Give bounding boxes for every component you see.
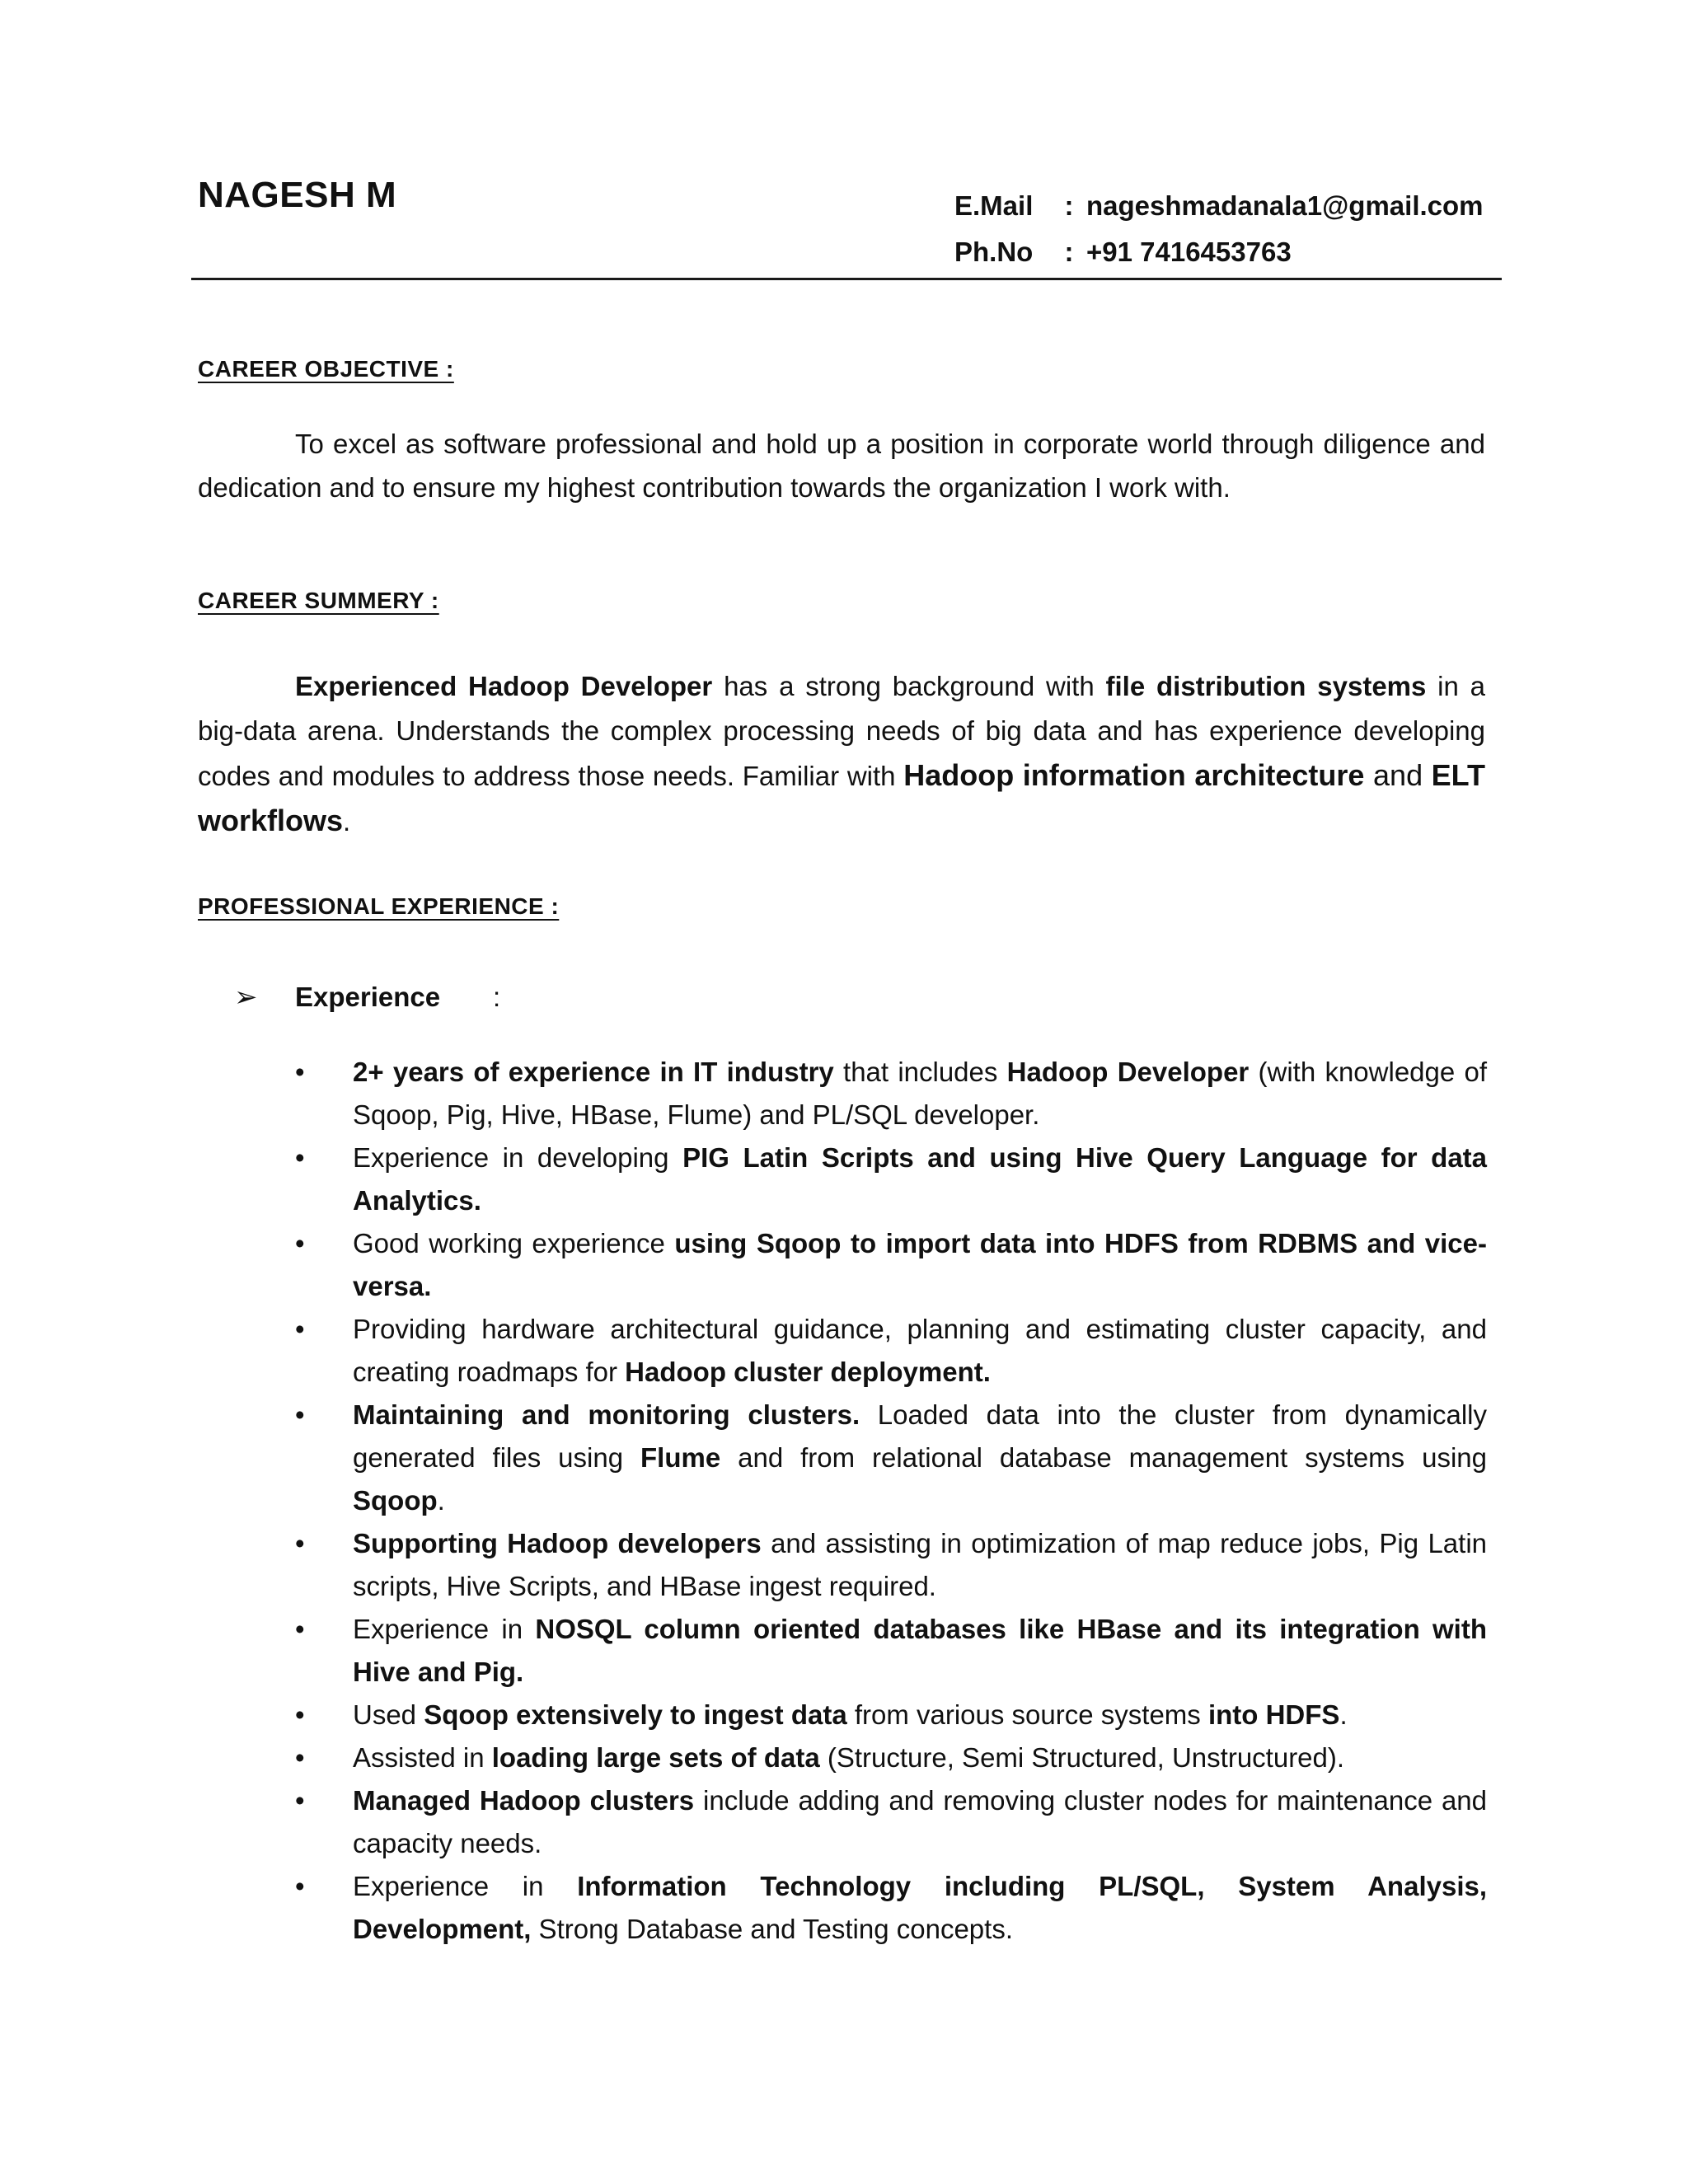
bullet-dot-icon: • [295,1871,305,1901]
bullet-text: from various source systems [846,1699,1208,1730]
bullet-bold-text: Hadoop Developer [1006,1057,1250,1087]
bullet-bold-text: into HDFS [1207,1699,1340,1730]
bullet-text: . [437,1485,445,1516]
career-summary-heading: CAREER SUMMERY : [198,588,439,613]
bullet-text: Experience in [353,1871,578,1901]
bullet-dot-icon: • [295,1057,305,1087]
bullet-bold-text: Information Technology including PL/SQL, System Analysis, Development, [353,1871,1488,1944]
arrow-bullet-icon: ➢ [234,982,258,1013]
experience-bullet [295,1865,1487,1951]
phone-label: Ph.No [954,237,1034,267]
bullet-bold-text: PIG Latin Scripts and using Hive Query Language for data Analytics. [353,1142,1488,1216]
experience-subheading [234,981,500,1014]
bullet-bold-text: 2+ years of experience in IT industry [353,1057,834,1087]
bullet-text: (Structure, Semi Structured, Unstructured). [819,1742,1345,1773]
bullet-dot-icon: • [295,1614,305,1644]
experience-bullet [295,1308,1487,1394]
bullet-text: that includes [833,1057,1007,1087]
bullet-dot-icon: • [295,1399,305,1430]
experience-bullet [295,1608,1487,1694]
bullet-bold-text: Hadoop cluster deployment. [625,1357,991,1387]
experience-bullet-list [295,1051,1487,1951]
bullet-dot-icon: • [295,1785,305,1816]
bullet-bold-text: Maintaining and monitoring clusters. [353,1399,860,1430]
bullet-dot-icon: • [295,1528,305,1558]
bullet-bold-text: loading large sets of data [491,1742,820,1773]
career-objective-text [198,422,1485,509]
email-label: E.Mail [954,190,1034,221]
bullet-dot-icon: • [295,1228,305,1258]
bullet-text: Experience in developing [353,1142,683,1173]
bullet-bold-text: Sqoop extensively to ingest data [424,1699,847,1730]
bullet-bold-text: Flume [640,1442,721,1473]
experience-separator: : [493,982,501,1012]
bullet-text: Assisted in [353,1742,492,1773]
phone-separator: : [1064,237,1074,267]
experience-bullet [295,1394,1487,1522]
header-divider [191,278,1502,280]
bullet-dot-icon: • [295,1742,305,1773]
email-value[interactable]: nageshmadanala1@gmail.com [1086,190,1484,221]
contact-block [954,183,1484,275]
objective-body: To excel as software professional and hold up a position in corporate world through diligence and dedication and to ensure my highest contribution towards the organization I work with. [198,429,1485,503]
experience-bullet [295,1137,1487,1222]
bullet-text: . [1339,1699,1348,1730]
career-objective-heading: CAREER OBJECTIVE : [198,356,454,382]
summary-text-2: in a big-data arena. Understands the complex processing needs of big data and has experience developing codes and modules to address those needs. Familiar with [198,671,1486,791]
email-row [954,183,1484,229]
bullet-text: Strong Database and Testing concepts. [531,1914,1013,1944]
bullet-bold-text: Supporting Hadoop developers [353,1528,762,1558]
experience-bullet [295,1736,1487,1779]
experience-bullet [295,1222,1487,1308]
career-summary-text [198,664,1485,844]
experience-bullet [295,1051,1487,1137]
summary-architecture: Hadoop information architecture [903,758,1365,792]
bullet-bold-text: Managed Hadoop clusters [353,1785,695,1816]
experience-label: Experience [295,982,441,1012]
bullet-dot-icon: • [295,1142,305,1173]
bullet-bold-text: Sqoop [353,1485,438,1516]
summary-systems: file distribution systems [1105,671,1427,701]
bullet-text: Providing hardware architectural guidance, planning and estimating cluster capacity, and creating roadmaps for [353,1314,1487,1387]
bullet-bold-text: using Sqoop to import data into HDFS from RDBMS and vice-versa. [353,1228,1487,1301]
email-separator: : [1064,190,1074,221]
bullet-text: Used [353,1699,424,1730]
bullet-dot-icon: • [295,1314,305,1344]
bullet-text: Good working experience [353,1228,675,1258]
experience-bullet [295,1694,1487,1736]
bullet-bold-text: NOSQL column oriented databases like HBase and its integration with Hive and Pig. [353,1614,1488,1687]
bullet-text: (with knowledge of Sqoop, Pig, Hive, HBase, Flume) and PL/SQL developer. [353,1057,1487,1130]
phone-row [954,229,1484,275]
experience-bullet [295,1522,1487,1608]
bullet-text: and assisting in optimization of map reduce jobs, Pig Latin scripts, Hive Scripts, and HBase ingest required. [353,1528,1487,1601]
phone-value: +91 7416453763 [1086,237,1292,267]
bullet-text: Experience in [353,1614,536,1644]
summary-workflows: ELT workflows [198,758,1485,837]
professional-experience-heading: PROFESSIONAL EXPERIENCE : [198,893,560,919]
experience-bullet [295,1779,1487,1865]
bullet-dot-icon: • [295,1699,305,1730]
bullet-text: Loaded data into the cluster from dynamically generated files using [353,1399,1487,1473]
bullet-text: and from relational database management systems using [720,1442,1487,1473]
summary-text-1: has a strong background with [712,671,1106,701]
summary-role: Experienced Hadoop Developer [295,671,713,701]
candidate-name: NAGESH M [198,175,397,215]
summary-text-3: and [1364,758,1432,792]
summary-text-4: . [343,806,351,837]
bullet-text: include adding and removing cluster nodes for maintenance and capacity needs. [353,1785,1487,1858]
